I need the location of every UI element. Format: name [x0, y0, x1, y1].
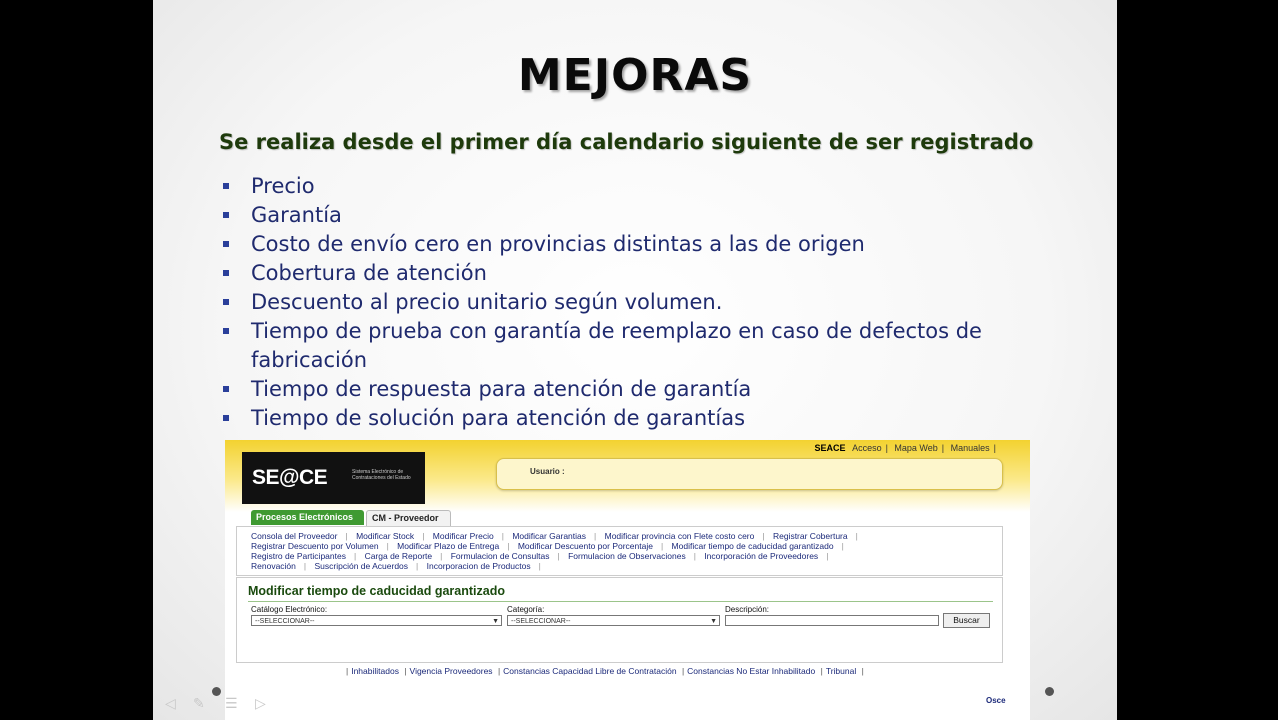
slide-nav-dot-right: [1045, 687, 1054, 696]
menu-link[interactable]: Formulacion de Consultas: [450, 551, 550, 561]
menu-icon[interactable]: ☰: [225, 696, 238, 712]
menu-link[interactable]: Registrar Cobertura: [772, 531, 848, 541]
seace-screenshot: [225, 440, 1030, 720]
menu-link[interactable]: Registro de Participantes: [251, 551, 346, 561]
footer-link[interactable]: Vigencia Proveedores: [409, 666, 493, 676]
footer-link[interactable]: Constancias No Estar Inhabilitado: [687, 666, 816, 676]
slide-subtitle: Se realiza desde el primer día calendario siguiente de ser registrado: [219, 130, 1034, 154]
menu-link[interactable]: Registrar Descuento por Volumen: [251, 541, 379, 551]
divider: [248, 601, 993, 602]
chevron-down-icon: ▼: [710, 618, 717, 625]
menu-link[interactable]: Modificar Plazo de Entrega: [397, 541, 500, 551]
menu-link[interactable]: Modificar tiempo de caducidad garantizado: [671, 541, 834, 551]
catalogo-select[interactable]: [251, 615, 502, 626]
logo-text: SE@CE: [252, 466, 328, 489]
chevron-down-icon: ▼: [492, 618, 499, 625]
bullet-item: Tiempo de respuesta para atención de garantía: [219, 375, 1039, 404]
menu-link[interactable]: Modificar provincia con Flete costo cero: [604, 531, 755, 541]
logo-subtext: Sistema Electrónico de Contrataciones del Estado: [352, 469, 411, 481]
user-box: [496, 458, 1003, 490]
user-label: Usuario :: [530, 467, 565, 476]
bullet-item: Tiempo de prueba con garantía de reemplazo en caso de defectos de fabricación: [219, 317, 1039, 375]
footer-link[interactable]: Constancias Capacidad Libre de Contratación: [503, 666, 677, 676]
brand-link[interactable]: SEACE: [814, 443, 846, 453]
menu-row: Renovación | Suscripción de Acuerdos | Incorporacion de Productos |: [251, 561, 541, 571]
acceso-link[interactable]: Acceso: [852, 443, 882, 453]
osce-logo: Osce: [986, 696, 1006, 705]
bullet-list: [219, 172, 1039, 433]
previous-slide-icon[interactable]: ◁: [165, 696, 176, 712]
slide-title: MEJORAS: [517, 50, 753, 101]
search-panel: [236, 577, 1003, 663]
bullet-item: Garantía: [219, 201, 1039, 230]
descripcion-label: Descripción:: [725, 605, 770, 614]
menu-link[interactable]: Consola del Proveedor: [251, 531, 338, 541]
footer-link[interactable]: Inhabilitados: [351, 666, 399, 676]
bullet-item: Descuento al precio unitario según volumen.: [219, 288, 1039, 317]
menu-links: [236, 526, 1003, 576]
catalogo-value: --SELECCIONAR--: [255, 618, 315, 625]
menu-link[interactable]: Carga de Reporte: [364, 551, 433, 561]
menu-link[interactable]: Modificar Descuento por Porcentaje: [517, 541, 653, 551]
menu-link[interactable]: Suscripción de Acuerdos: [314, 561, 409, 571]
descripcion-input[interactable]: [725, 615, 939, 626]
categoria-label: Categoría:: [507, 605, 545, 614]
top-links: SEACE Acceso | Mapa Web | Manuales |: [814, 443, 996, 453]
panel-title: Modificar tiempo de caducidad garantizado: [248, 584, 505, 598]
menu-link[interactable]: Incorporacion de Productos: [426, 561, 531, 571]
menu-link[interactable]: Modificar Precio: [432, 531, 494, 541]
menu-row: Registrar Descuento por Volumen | Modificar Plazo de Entrega | Modificar Descuento por Porcentaje | Modificar tiempo de caducidad garantizado |: [251, 541, 844, 551]
buscar-button[interactable]: Buscar: [943, 613, 990, 628]
menu-row: Registro de Participantes | Carga de Reporte | Formulacion de Consultas | Formulacion de Observaciones | Incorporación de Proveedores |: [251, 551, 829, 561]
seace-logo: [242, 452, 425, 504]
bullet-item: Precio: [219, 172, 1039, 201]
manuales-link[interactable]: Manuales: [950, 443, 990, 453]
pen-icon[interactable]: ✎: [193, 696, 205, 712]
menu-link[interactable]: Incorporación de Proveedores: [704, 551, 819, 561]
catalogo-label: Catálogo Electrónico:: [251, 605, 328, 614]
menu-link[interactable]: Modificar Stock: [356, 531, 415, 541]
categoria-value: --SELECCIONAR--: [511, 618, 571, 625]
categoria-select[interactable]: [507, 615, 720, 626]
bullet-item: Tiempo de solución para atención de garantías: [219, 404, 1039, 433]
footer-links: | Inhabilitados | Vigencia Proveedores | Constancias Capacidad Libre de Contratación | Constancias No Estar Inhabilitado | Tribunal |: [346, 666, 864, 676]
next-slide-icon[interactable]: ▷: [255, 696, 266, 712]
menu-link[interactable]: Formulacion de Observaciones: [568, 551, 686, 561]
menu-link[interactable]: Renovación: [251, 561, 296, 571]
tab-procesos-electronicos[interactable]: Procesos Electrónicos: [251, 510, 364, 525]
bullet-item: Cobertura de atención: [219, 259, 1039, 288]
tab-cm-proveedor[interactable]: CM - Proveedor: [366, 510, 451, 526]
menu-link[interactable]: Modificar Garantias: [512, 531, 587, 541]
footer-link[interactable]: Tribunal: [825, 666, 857, 676]
menu-row: Consola del Proveedor | Modificar Stock | Modificar Precio | Modificar Garantias | Modificar provincia con Flete costo cero | Registrar Cobertura |: [251, 531, 858, 541]
slide-nav-dot-left: [212, 687, 221, 696]
presentation-slide: [153, 0, 1117, 720]
bullet-item: Costo de envío cero en provincias distintas a las de origen: [219, 230, 1039, 259]
mapa-web-link[interactable]: Mapa Web: [894, 443, 938, 453]
